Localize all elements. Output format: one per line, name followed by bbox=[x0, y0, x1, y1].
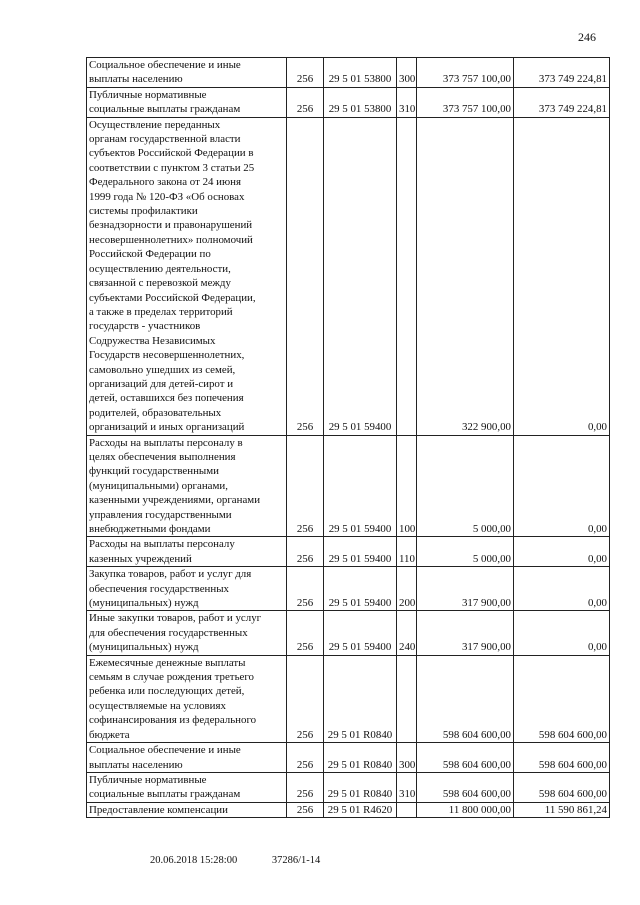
row-grbs-code: 256 bbox=[287, 611, 324, 655]
row-target-article: 29 5 01 53800 bbox=[324, 58, 397, 88]
row-name: Иные закупки товаров, работ и услуг для обеспечения государственных (муниципальных) нужд bbox=[87, 611, 287, 655]
row-sum-planned: 598 604 600,00 bbox=[417, 772, 514, 802]
row-target-article: 29 5 01 53800 bbox=[324, 87, 397, 117]
table-row bbox=[87, 435, 610, 537]
row-name: Социальное обеспечение и иные выплаты населению bbox=[87, 58, 287, 88]
row-target-article: 29 5 01 59400 bbox=[324, 611, 397, 655]
row-grbs-code: 256 bbox=[287, 655, 324, 742]
row-sum-planned: 317 900,00 bbox=[417, 611, 514, 655]
row-grbs-code: 256 bbox=[287, 743, 324, 773]
row-name: Социальное обеспечение и иные выплаты населению bbox=[87, 743, 287, 773]
row-name: Закупка товаров, работ и услуг для обеспечения государственных (муниципальных) нужд bbox=[87, 567, 287, 611]
row-sum-executed: 0,00 bbox=[514, 435, 610, 537]
page-number: 246 bbox=[578, 30, 596, 44]
row-expense-type: 300 bbox=[397, 743, 417, 773]
row-sum-planned: 373 757 100,00 bbox=[417, 58, 514, 88]
table-row bbox=[87, 802, 610, 817]
row-sum-executed: 598 604 600,00 bbox=[514, 743, 610, 773]
row-expense-type: 200 bbox=[397, 567, 417, 611]
row-sum-planned: 5 000,00 bbox=[417, 537, 514, 567]
row-grbs-code: 256 bbox=[287, 58, 324, 88]
row-sum-planned: 598 604 600,00 bbox=[417, 655, 514, 742]
row-grbs-code: 256 bbox=[287, 537, 324, 567]
row-grbs-code: 256 bbox=[287, 802, 324, 817]
row-target-article: 29 5 01 R0840 bbox=[324, 743, 397, 773]
row-sum-planned: 11 800 000,00 bbox=[417, 802, 514, 817]
row-expense-type: 110 bbox=[397, 537, 417, 567]
row-target-article: 29 5 01 59400 bbox=[324, 435, 397, 537]
table-row bbox=[87, 743, 610, 773]
row-expense-type: 100 bbox=[397, 435, 417, 537]
row-name: Публичные нормативные социальные выплаты гражданам bbox=[87, 772, 287, 802]
row-sum-executed: 11 590 861,24 bbox=[514, 802, 610, 817]
row-grbs-code: 256 bbox=[287, 117, 324, 435]
footer-doc-number: 37286/1-14 bbox=[271, 855, 321, 866]
table-row bbox=[87, 567, 610, 611]
row-grbs-code: 256 bbox=[287, 567, 324, 611]
footer-datetime: 20.06.2018 15:28:00 bbox=[150, 855, 238, 866]
row-name: Ежемесячные денежные выплаты семьям в случае рождения третьего ребенка или последующих детей, осуществляемые на условиях софинансирования из федерального бюджета bbox=[87, 655, 287, 742]
table-row bbox=[87, 537, 610, 567]
row-sum-executed: 598 604 600,00 bbox=[514, 772, 610, 802]
row-name: Осуществление переданных органам государственной власти субъектов Российской Федерации в соответствии с пунктом 3 статьи 25 Федерального закона от 24 июня 1999 года № 120-ФЗ «Об основах системы профилактики безнадзорности и правонарушений несовершеннолетних» полномочий Российской Федерации по осуществлению деятельности, связанной с перевозкой между субъектами Российской Федерации, а также в пределах территорий государств - участников Содружества Независимых Государств несовершеннолетних, самовольно ушедших из семей, организаций для детей-сирот и детей, оставшихся без попечения родителей, образовательных организаций и иных организаций bbox=[87, 117, 287, 435]
row-sum-planned: 317 900,00 bbox=[417, 567, 514, 611]
row-expense-type: 310 bbox=[397, 87, 417, 117]
row-target-article: 29 5 01 R0840 bbox=[324, 772, 397, 802]
row-grbs-code: 256 bbox=[287, 435, 324, 537]
row-target-article: 29 5 01 59400 bbox=[324, 117, 397, 435]
budget-table-body bbox=[87, 58, 610, 818]
table-row bbox=[87, 58, 610, 88]
row-sum-executed: 373 749 224,81 bbox=[514, 58, 610, 88]
row-target-article: 29 5 01 59400 bbox=[324, 537, 397, 567]
table-row bbox=[87, 611, 610, 655]
table-row bbox=[87, 87, 610, 117]
row-grbs-code: 256 bbox=[287, 87, 324, 117]
row-grbs-code: 256 bbox=[287, 772, 324, 802]
row-sum-executed: 0,00 bbox=[514, 611, 610, 655]
row-expense-type: 300 bbox=[397, 58, 417, 88]
row-target-article: 29 5 01 R0840 bbox=[324, 655, 397, 742]
row-sum-executed: 0,00 bbox=[514, 537, 610, 567]
row-expense-type bbox=[397, 802, 417, 817]
row-expense-type: 310 bbox=[397, 772, 417, 802]
table-row bbox=[87, 117, 610, 435]
row-target-article: 29 5 01 59400 bbox=[324, 567, 397, 611]
table-row bbox=[87, 655, 610, 742]
row-expense-type: 240 bbox=[397, 611, 417, 655]
footer bbox=[150, 855, 320, 866]
table-row bbox=[87, 772, 610, 802]
row-name: Расходы на выплаты персоналу казенных учреждений bbox=[87, 537, 287, 567]
row-name: Публичные нормативные социальные выплаты гражданам bbox=[87, 87, 287, 117]
row-sum-executed: 373 749 224,81 bbox=[514, 87, 610, 117]
budget-table bbox=[86, 57, 610, 818]
row-sum-planned: 598 604 600,00 bbox=[417, 743, 514, 773]
row-expense-type bbox=[397, 117, 417, 435]
row-name: Предоставление компенсации bbox=[87, 802, 287, 817]
row-sum-planned: 5 000,00 bbox=[417, 435, 514, 537]
row-sum-executed: 0,00 bbox=[514, 117, 610, 435]
row-sum-planned: 322 900,00 bbox=[417, 117, 514, 435]
row-target-article: 29 5 01 R4620 bbox=[324, 802, 397, 817]
row-expense-type bbox=[397, 655, 417, 742]
row-name: Расходы на выплаты персоналу в целях обеспечения выполнения функций государственными (муниципальными) органами, казенными учреждениями, органами управления государственными внебюджетными фондами bbox=[87, 435, 287, 537]
row-sum-planned: 373 757 100,00 bbox=[417, 87, 514, 117]
row-sum-executed: 0,00 bbox=[514, 567, 610, 611]
row-sum-executed: 598 604 600,00 bbox=[514, 655, 610, 742]
